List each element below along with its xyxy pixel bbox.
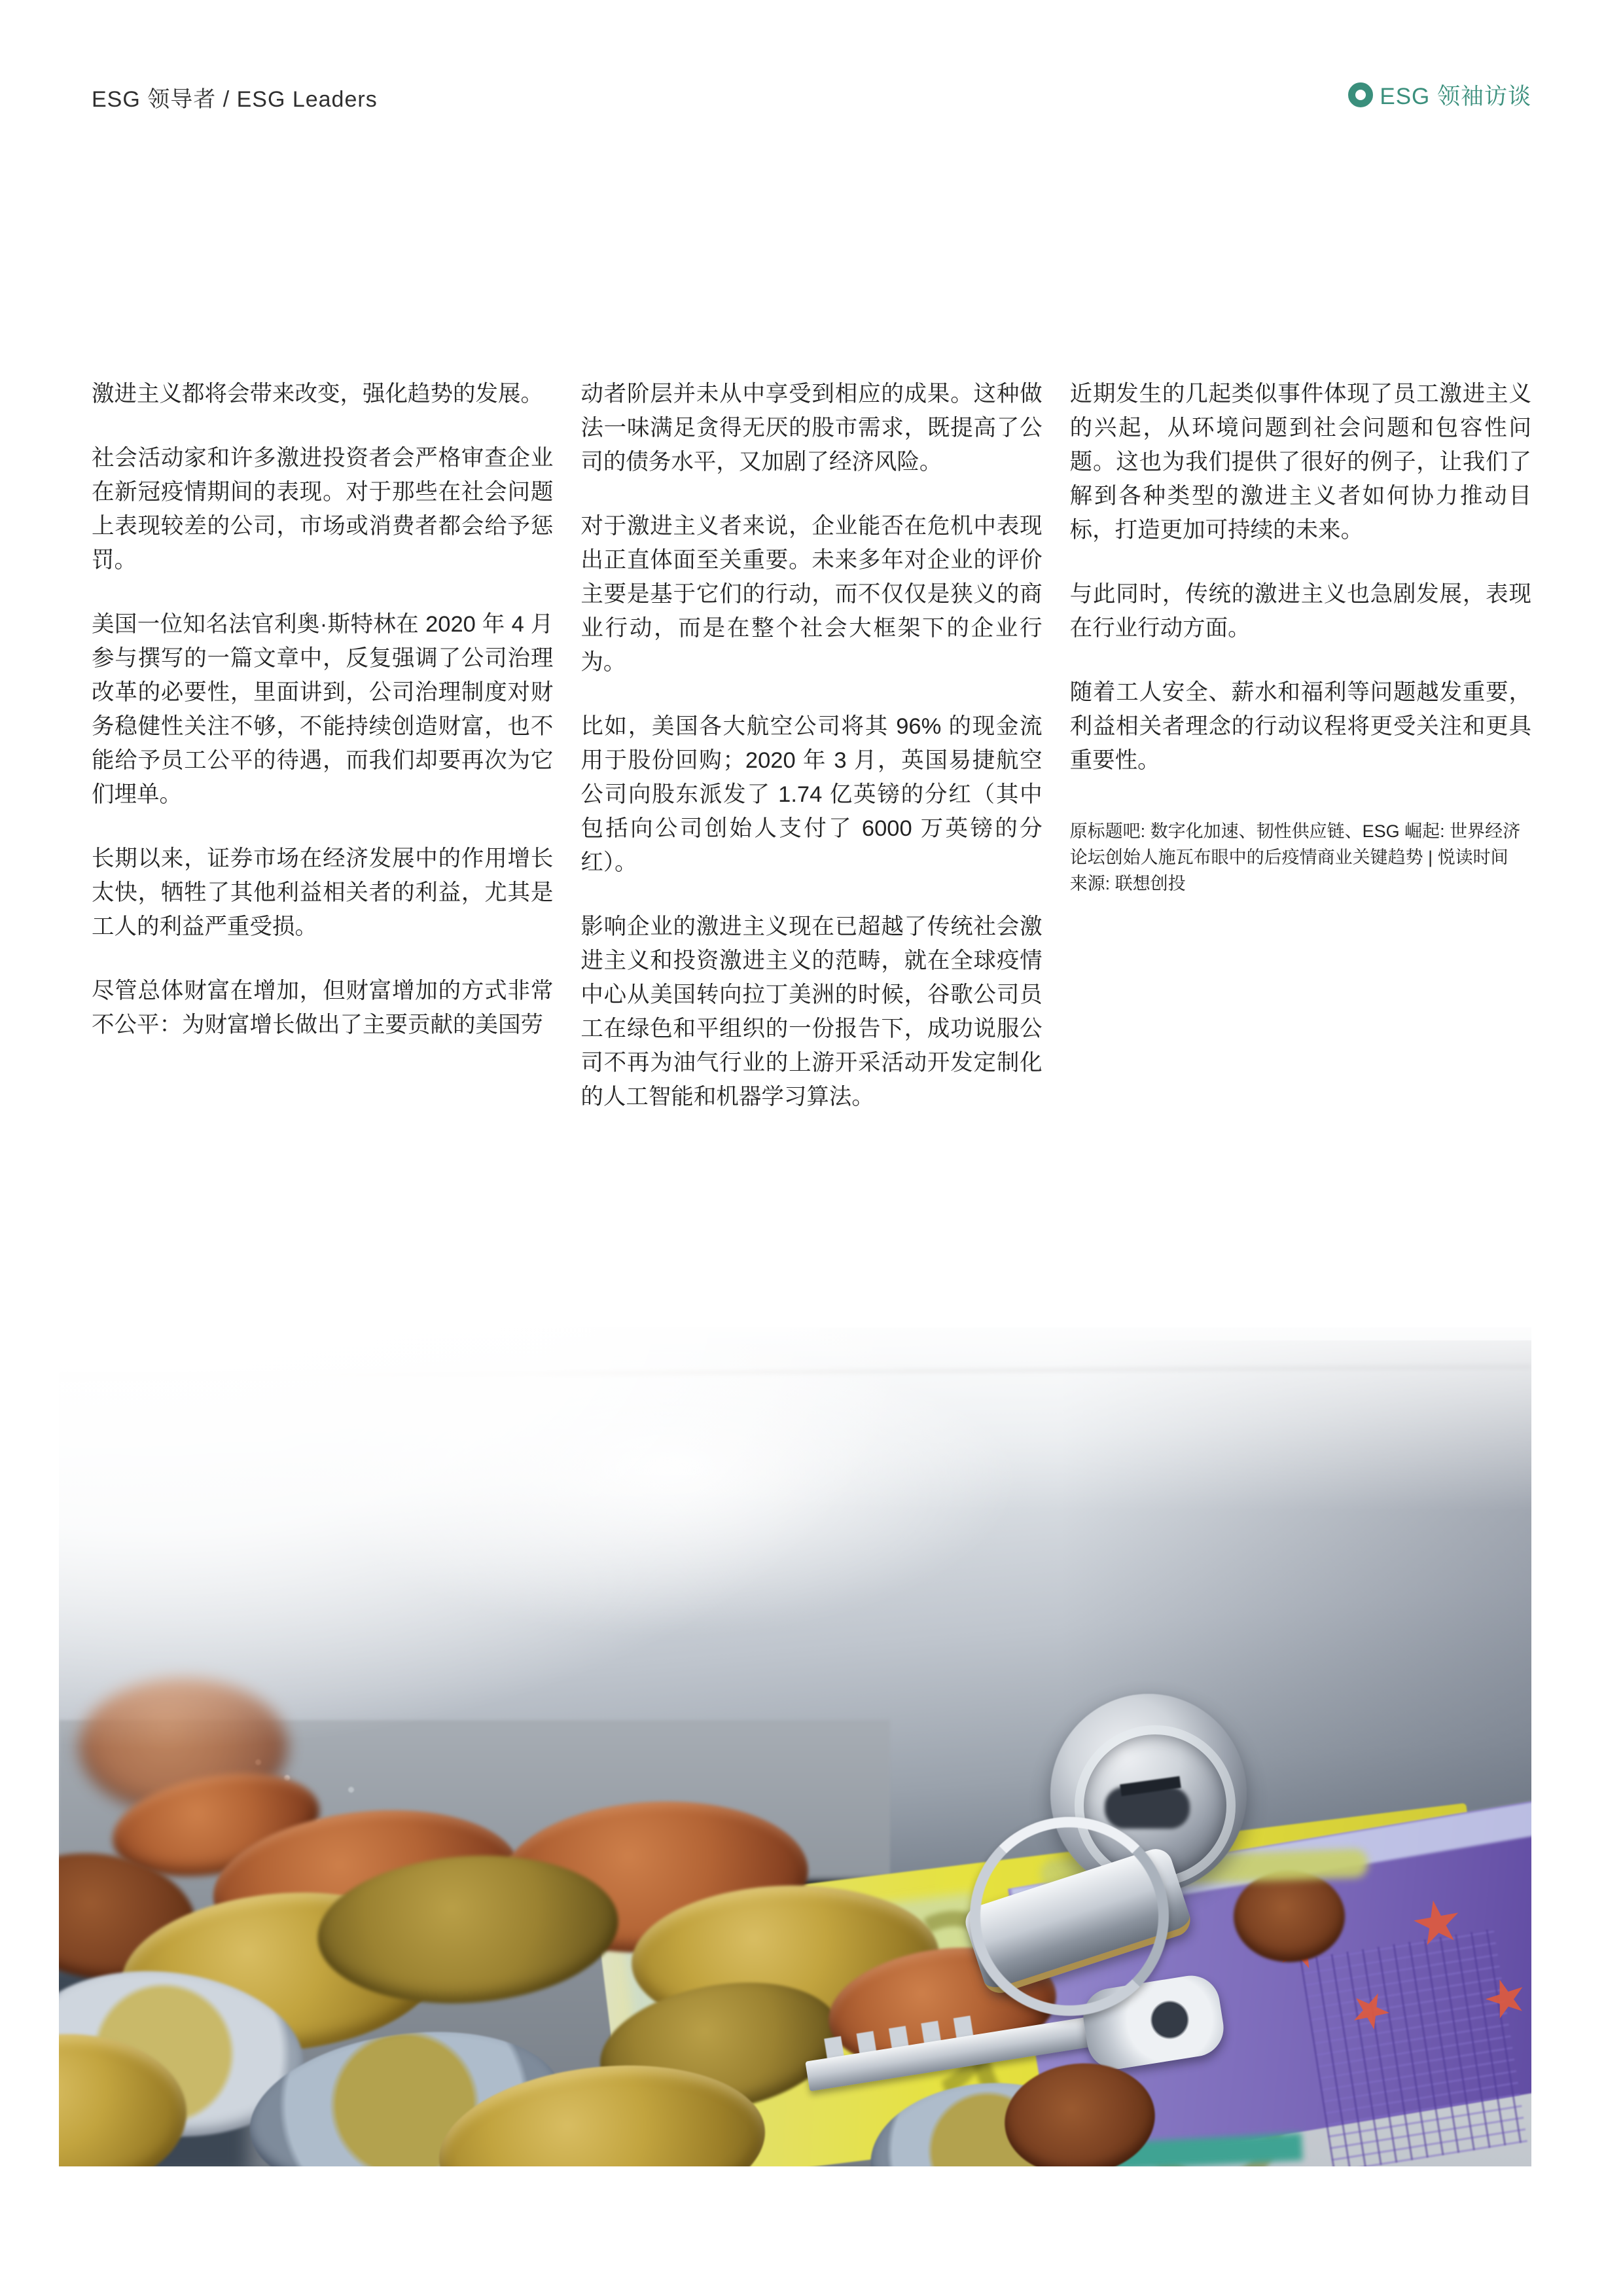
photo-topleft-fade — [59, 1301, 1041, 1812]
paragraph: 近期发生的几起类似事件体现了员工激进主义的兴起，从环境问题到社会问题和包容性问题。这也为我们提供了很好的例子，让我们了解到各种类型的激进主义者如何协力推动目标，打造更加可持续的未来。 — [1069, 382, 1531, 543]
section-label: ESG 领导者 / ESG Leaders — [92, 87, 378, 112]
paragraph: 激进主义都将会带来改变，强化趋势的发展。 — [92, 382, 543, 406]
banknote-500-pattern — [1300, 1929, 1527, 2166]
issue-badge — [1348, 79, 1531, 111]
photo-cashbox-money — [59, 1301, 1531, 2166]
paragraph: 美国一位知名法官利奥·斯特林在 2020 年 4 月参与撰写的一篇文章中，反复强调了公司治理改革的必要性，里面讲到，公司治理制度对财务稳健性关注不够，不能持续创造财富，也不能给予员工公平的待遇，而我们却要再次为它们埋单。 — [92, 612, 554, 807]
source-note-origin: 来源: 联想创投 — [1069, 874, 1186, 893]
paragraph: 动者阶层并未从中享受到相应的成果。这种做法一味满足贪得无厌的股市需求，既提高了公司的债务水平，又加剧了经济风险。 — [580, 382, 1043, 475]
paragraph: 比如，美国各大航空公司将其 96% 的现金流用于股份回购；2020 年 3 月，英国易捷航空公司向股东派发了 1.74 亿英镑的分红（其中包括向公司创始人支付了 6000 万英镑的分红）。 — [580, 714, 1043, 875]
paragraph: 与此同时，传统的激进主义也急剧发展，表现在行业行动方面。 — [1069, 582, 1531, 641]
paragraph: 对于激进主义者来说，企业能否在危机中表现出正直体面至关重要。未来多年对企业的评价主要是基于它们的行动，而不仅仅是狭义的商业行动，而是在整个社会大框架下的企业行为。 — [580, 514, 1043, 675]
paragraph: 随着工人安全、薪水和福利等问题越发重要，利益相关者理念的行动议程将更受关注和更具重要性。 — [1069, 680, 1531, 773]
article-columns — [92, 377, 1531, 1144]
paragraph: 长期以来，证券市场在经济发展中的作用增长太快，牺牲了其他利益相关者的利益，尤其是工人的利益严重受损。 — [92, 846, 554, 939]
column-2 — [580, 377, 1042, 1144]
paragraph: 尽管总体财富在增加，但财富增加的方式非常不公平：为财富增长做出了主要贡献的美国劳 — [92, 978, 554, 1037]
keyhole — [1105, 1787, 1190, 1829]
paragraph: 影响企业的激进主义现在已超越了传统社会激进主义和投资激进主义的范畴，就在全球疫情中心从美国转向拉丁美洲的时候，谷歌公司员工在绿色和平组织的一份报告下，成功说服公司不再为油气行业的上游开采活动开发定制化的人工智能和机器学习算法。 — [580, 914, 1043, 1109]
source-note — [1070, 818, 1531, 897]
paragraph: 社会活动家和许多激进投资者会严格审查企业在新冠疫情期间的表现。对于那些在社会问题上表现较差的公司，市场或消费者都会给予惩罚。 — [92, 446, 554, 573]
esg-ring-icon — [1348, 82, 1373, 107]
column-3 — [1070, 377, 1531, 1144]
column-1 — [92, 377, 553, 1144]
issue-badge-label: ESG 领袖访谈 — [1380, 84, 1531, 109]
keyring — [970, 1817, 1169, 2016]
source-note-title: 原标题吧: 数字化加速、韧性供应链、ESG 崛起: 世界经济论坛创始人施瓦布眼中的后疫情商业关键趋势 | 悦读时间 — [1069, 821, 1521, 867]
coin-copper — [1234, 1871, 1345, 1962]
